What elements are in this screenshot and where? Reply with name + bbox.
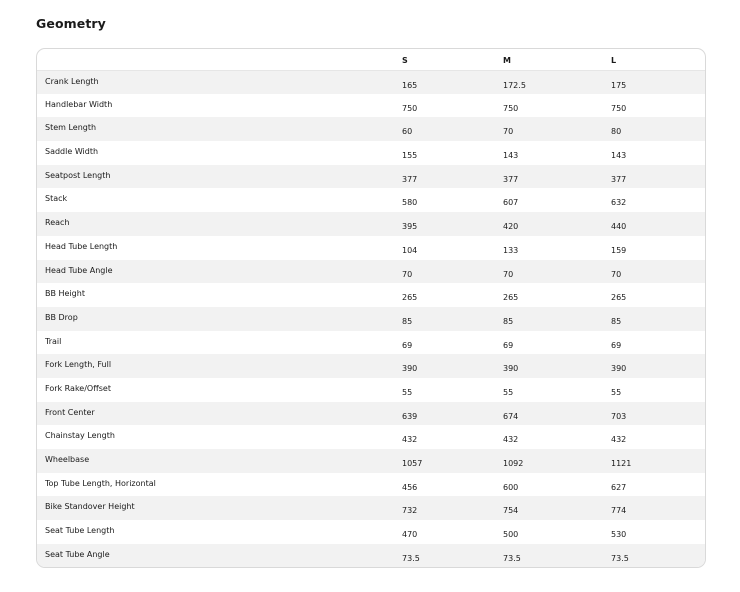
geometry-table-container [36,48,706,568]
table-row [37,188,705,212]
cell-size-s: 750 [394,94,495,118]
cell-size-s: 390 [394,354,495,378]
header-row [37,49,705,70]
cell-size-l: 703 [603,402,705,426]
cell-size-m: 85 [495,307,603,331]
cell-size-m: 143 [495,141,603,165]
cell-size-s: 470 [394,520,495,544]
cell-size-l: 1121 [603,449,705,473]
table-row [37,544,705,568]
cell-size-m: 70 [495,117,603,141]
cell-size-m: 390 [495,354,603,378]
cell-size-s: 732 [394,496,495,520]
row-label: BB Height [37,283,394,307]
table-row [37,378,705,402]
cell-size-m: 600 [495,473,603,497]
cell-size-m: 70 [495,260,603,284]
cell-size-s: 155 [394,141,495,165]
page-title: Geometry [36,16,106,31]
cell-size-m: 674 [495,402,603,426]
row-label: Top Tube Length, Horizontal [37,473,394,497]
row-label: Front Center [37,402,394,426]
row-label: Reach [37,212,394,236]
row-label: Fork Rake/Offset [37,378,394,402]
cell-size-s: 69 [394,331,495,355]
table-row [37,70,705,94]
table-row [37,354,705,378]
cell-size-s: 60 [394,117,495,141]
cell-size-m: 432 [495,425,603,449]
row-label: Wheelbase [37,449,394,473]
geometry-table [37,49,705,567]
cell-size-m: 377 [495,165,603,189]
cell-size-m: 172.5 [495,70,603,94]
cell-size-s: 432 [394,425,495,449]
row-label: Head Tube Angle [37,260,394,284]
row-label: Stack [37,188,394,212]
cell-size-s: 377 [394,165,495,189]
cell-size-l: 432 [603,425,705,449]
table-row [37,307,705,331]
cell-size-l: 750 [603,94,705,118]
cell-size-l: 175 [603,70,705,94]
cell-size-l: 85 [603,307,705,331]
table-row [37,473,705,497]
cell-size-l: 55 [603,378,705,402]
header-size-m: M [495,49,603,70]
table-row [37,283,705,307]
cell-size-l: 80 [603,117,705,141]
header-label [37,49,394,70]
cell-size-l: 70 [603,260,705,284]
row-label: Bike Standover Height [37,496,394,520]
row-label: Handlebar Width [37,94,394,118]
cell-size-s: 104 [394,236,495,260]
header-size-l: L [603,49,705,70]
cell-size-s: 456 [394,473,495,497]
table-row [37,402,705,426]
table-row [37,165,705,189]
table-body [37,70,705,567]
cell-size-m: 55 [495,378,603,402]
cell-size-l: 530 [603,520,705,544]
cell-size-m: 73.5 [495,544,603,568]
cell-size-l: 390 [603,354,705,378]
cell-size-m: 607 [495,188,603,212]
row-label: Chainstay Length [37,425,394,449]
table-header [37,49,705,70]
cell-size-m: 1092 [495,449,603,473]
header-size-s: S [394,49,495,70]
row-label: BB Drop [37,307,394,331]
table-row [37,117,705,141]
cell-size-m: 754 [495,496,603,520]
row-label: Stem Length [37,117,394,141]
cell-size-l: 440 [603,212,705,236]
cell-size-m: 133 [495,236,603,260]
cell-size-l: 632 [603,188,705,212]
cell-size-s: 73.5 [394,544,495,568]
cell-size-l: 377 [603,165,705,189]
cell-size-s: 580 [394,188,495,212]
table-row [37,425,705,449]
table-row [37,520,705,544]
cell-size-l: 627 [603,473,705,497]
cell-size-l: 73.5 [603,544,705,568]
row-label: Fork Length, Full [37,354,394,378]
cell-size-l: 143 [603,141,705,165]
table-row [37,212,705,236]
row-label: Saddle Width [37,141,394,165]
cell-size-s: 55 [394,378,495,402]
cell-size-m: 265 [495,283,603,307]
cell-size-m: 69 [495,331,603,355]
cell-size-s: 395 [394,212,495,236]
cell-size-s: 165 [394,70,495,94]
table-row [37,331,705,355]
cell-size-l: 159 [603,236,705,260]
row-label: Seat Tube Length [37,520,394,544]
table-row [37,496,705,520]
row-label: Seatpost Length [37,165,394,189]
cell-size-s: 85 [394,307,495,331]
cell-size-s: 70 [394,260,495,284]
cell-size-m: 420 [495,212,603,236]
table-row [37,141,705,165]
table-row [37,94,705,118]
row-label: Trail [37,331,394,355]
cell-size-s: 639 [394,402,495,426]
table-row [37,236,705,260]
table-row [37,260,705,284]
cell-size-l: 69 [603,331,705,355]
row-label: Head Tube Length [37,236,394,260]
table-row [37,449,705,473]
cell-size-s: 1057 [394,449,495,473]
row-label: Crank Length [37,70,394,94]
row-label: Seat Tube Angle [37,544,394,568]
cell-size-m: 500 [495,520,603,544]
cell-size-m: 750 [495,94,603,118]
cell-size-l: 774 [603,496,705,520]
cell-size-l: 265 [603,283,705,307]
cell-size-s: 265 [394,283,495,307]
